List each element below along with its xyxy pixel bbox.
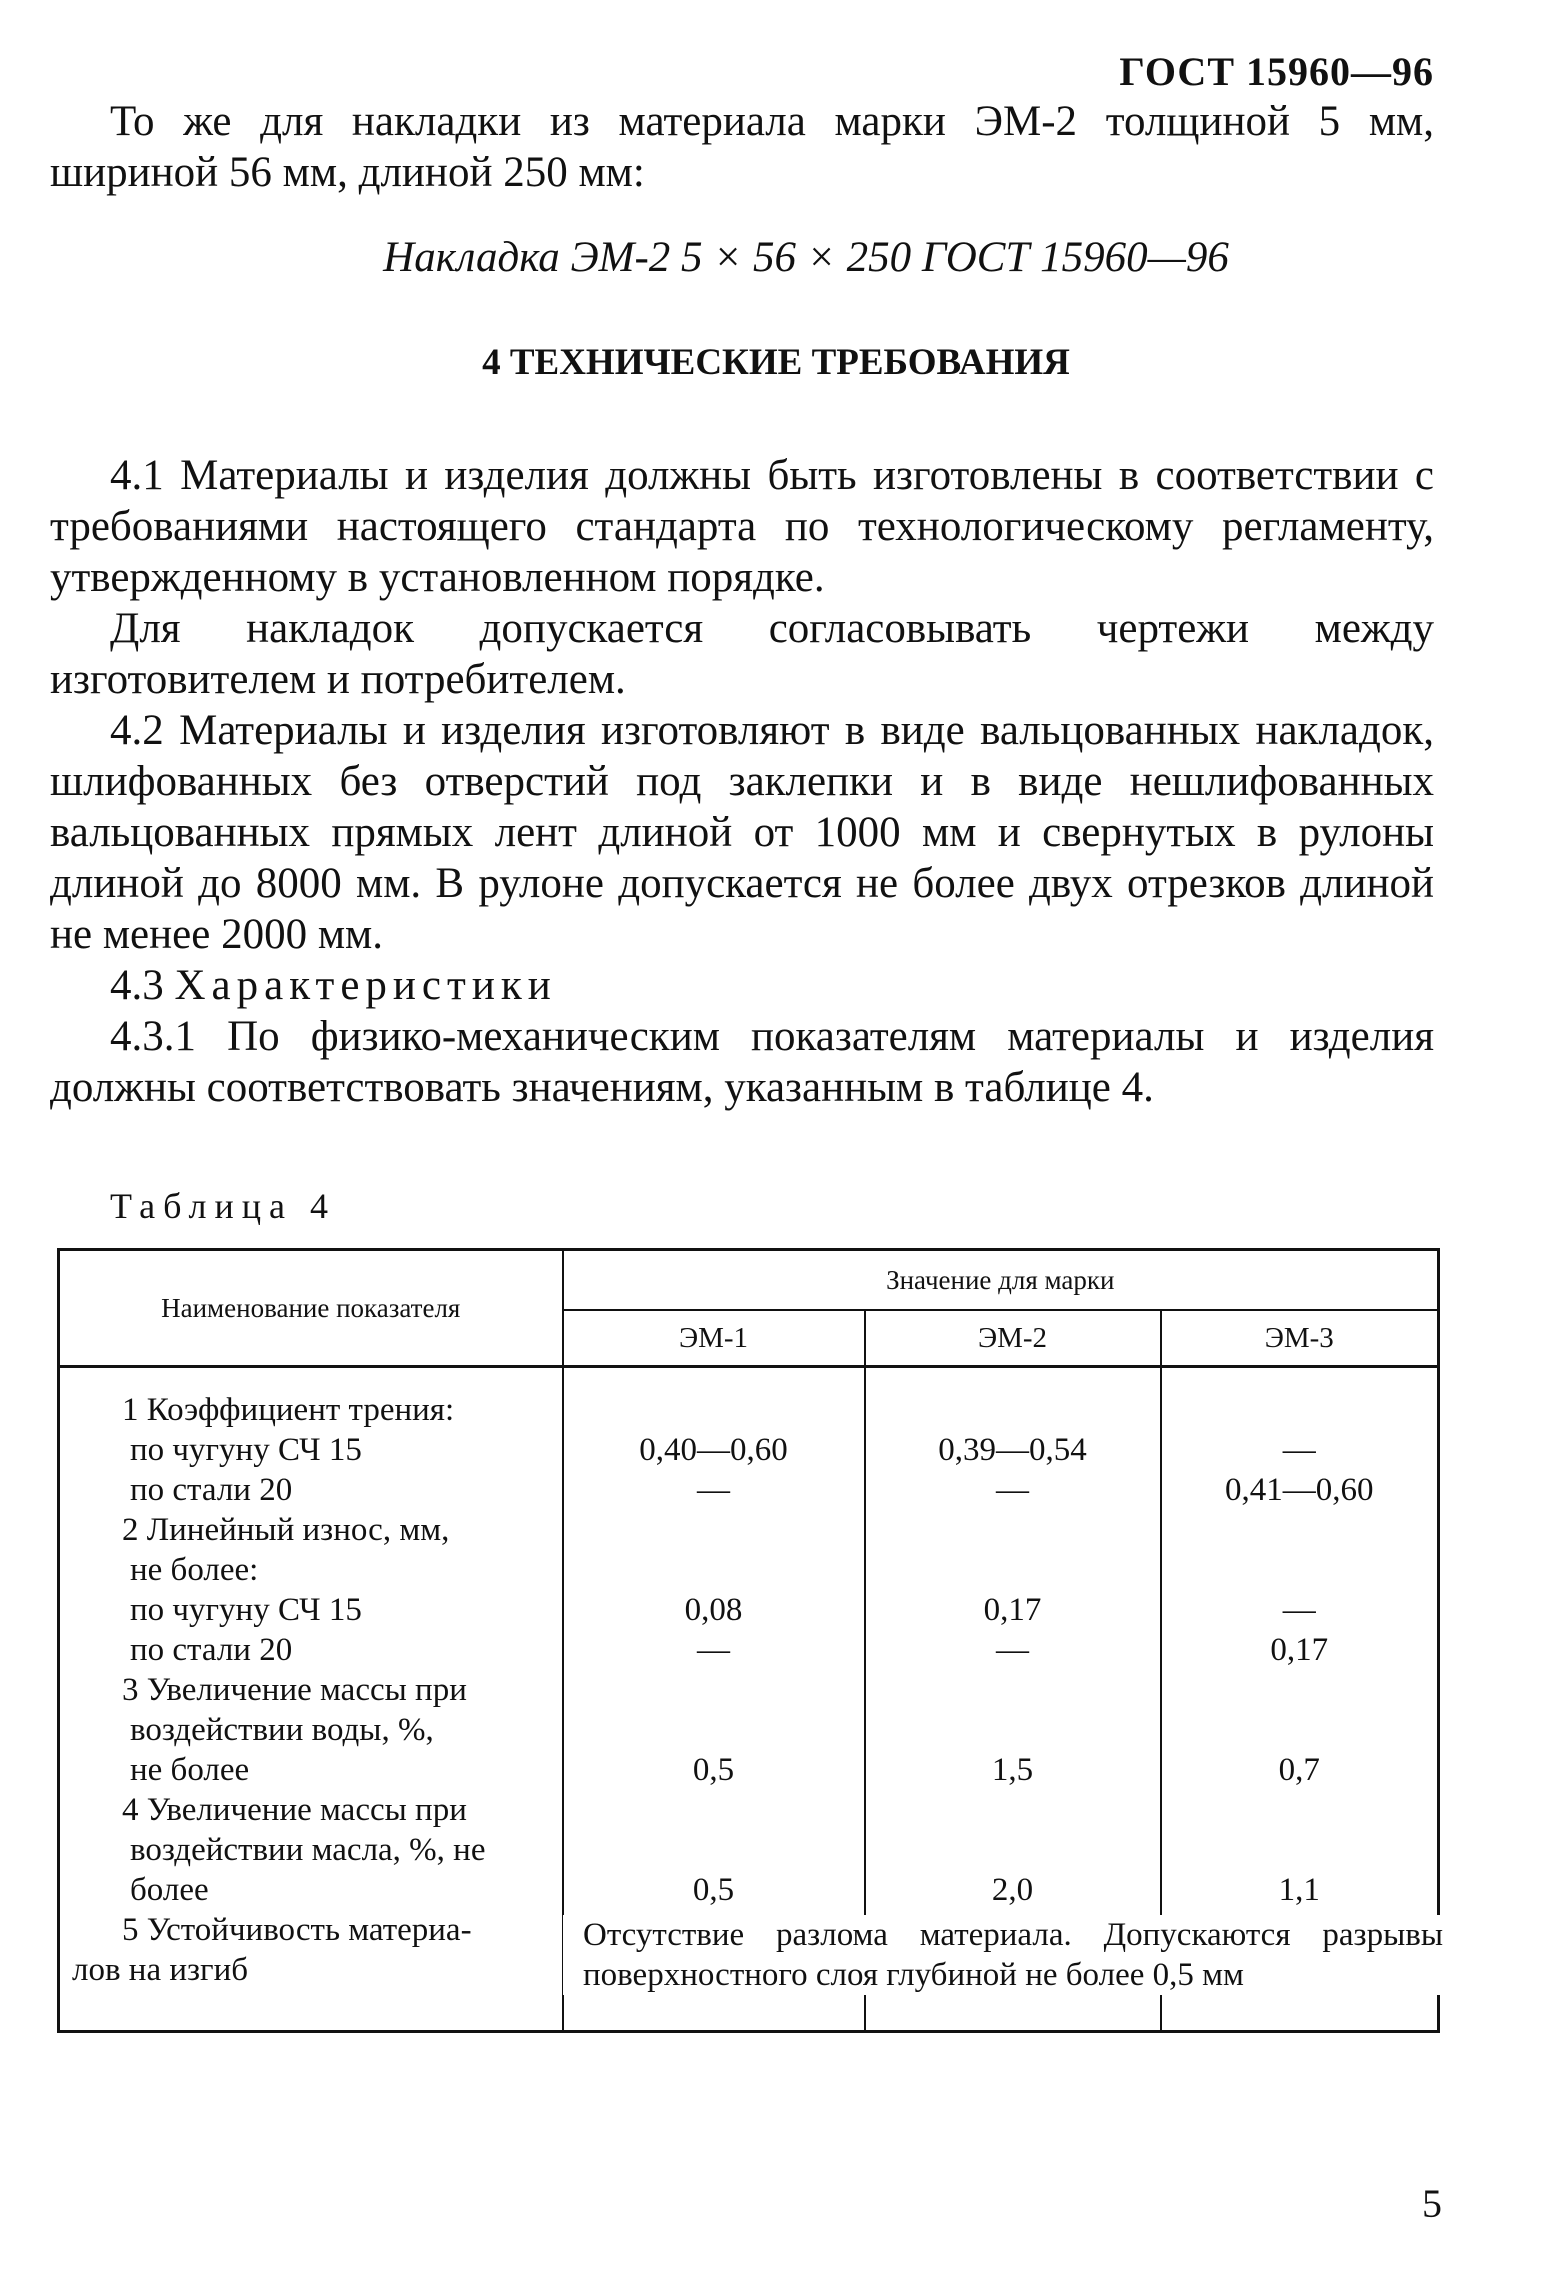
row-3-line-2: воздействии воды, %, (130, 1712, 434, 1748)
row-3-line-3: не более (130, 1752, 250, 1788)
r1-steel-em2: — (996, 1472, 1029, 1508)
r1-steel-em1: — (697, 1472, 730, 1508)
r2-steel-em1: — (697, 1632, 730, 1668)
row-3-line-1: 3 Увеличение массы при (122, 1672, 467, 1708)
page-number: 5 (1422, 2181, 1442, 2226)
document-code: ГОСТ 15960—96 (1119, 49, 1434, 94)
row-5-merged-value: Отсутствие разлома материала. Допускаются разрывы поверхностного слоя глубиной не более 0,5 мм (563, 1915, 1463, 1995)
r1-cast-iron-em2: 0,39—0,54 (938, 1432, 1087, 1468)
r4-em1: 0,5 (692, 1872, 735, 1908)
subsection-4-3 (50, 960, 1494, 1011)
r2-steel-em3: 0,17 (1270, 1632, 1329, 1668)
indicator-names (59, 1367, 563, 2032)
header-value-group: Значение для марки (563, 1250, 1439, 1311)
r3-em3: 0,7 (1278, 1752, 1320, 1788)
row-1-title: 1 Коэффициент трения: (122, 1392, 455, 1428)
r2-cast-iron-em2: 0,17 (983, 1592, 1042, 1628)
paragraph-4-1-drawings: Для накладок допускается согласовывать чертежи между изготовителем и потребителем. (50, 605, 1434, 703)
r4-em3: 1,1 (1278, 1872, 1320, 1908)
section-title: 4 ТЕХНИЧЕСКИЕ ТРЕБОВАНИЯ (482, 342, 1070, 383)
row-2-steel: по стали 20 (130, 1632, 293, 1668)
paragraph-4-2: 4.2 Материалы и изделия изготовляют в виде вальцованных накладок, шлифованных без отверстий под заклепки и в виде нешлифованных вальцованных прямых лент длиной от 1000 мм и свернутых в рулоны длиной до 8000 мм. В рулоне допускается не более двух отрезков длиной не менее 2000 мм. (50, 707, 1434, 958)
designation-example: Накладка ЭМ-2 5 × 56 × 250 ГОСТ 15960—96 (383, 234, 1229, 281)
header-indicator-name: Наименование показателя (59, 1250, 563, 1367)
header-grade-em1: ЭМ-1 (563, 1310, 865, 1367)
r4-em2: 2,0 (991, 1872, 1034, 1908)
r3-em2: 1,5 (991, 1752, 1034, 1788)
subsection-number: 4.3 (110, 962, 164, 1009)
r2-cast-iron-em3: — (1282, 1592, 1316, 1628)
r1-steel-em3: 0,41—0,60 (1225, 1472, 1374, 1508)
header-grade-em2: ЭМ-2 (865, 1310, 1161, 1367)
intro-line-1: То же для накладки из материала марки ЭМ-2 толщиной 5 мм, (110, 98, 1434, 145)
row-1-steel: по стали 20 (130, 1472, 293, 1508)
row-5-line-1: 5 Устойчивость материа- (122, 1912, 472, 1948)
r1-cast-iron-em1: 0,40—0,60 (639, 1432, 788, 1468)
r1-cast-iron-em3: — (1282, 1432, 1316, 1468)
r2-cast-iron-em1: 0,08 (684, 1592, 743, 1628)
row-1-cast-iron: по чугуну СЧ 15 (130, 1432, 362, 1468)
row-2-cont: не более: (130, 1552, 259, 1588)
row-2-title: 2 Линейный износ, мм, (122, 1512, 450, 1548)
row-2-cast-iron: по чугуну СЧ 15 (130, 1592, 362, 1628)
paragraph-4-3-1: 4.3.1 По физико-механическим показателям материалы и изделия должны соответствовать значениям, указанным в таблице 4. (50, 1013, 1434, 1111)
intro-paragraph (50, 96, 1434, 198)
table-caption: Таблица 4 (110, 1186, 336, 1226)
intro-line-2: шириной 56 мм, длиной 250 мм: (50, 149, 645, 196)
subsection-title: Характеристики (174, 962, 557, 1009)
row-4-line-1: 4 Увеличение массы при (122, 1792, 467, 1828)
paragraph-4-1: 4.1 Материалы и изделия должны быть изготовлены в соответствии с требованиями настоящего стандарта по технологическому регламенту, утвержденному в установленном порядке. (50, 452, 1434, 601)
r3-em1: 0,5 (692, 1752, 735, 1788)
row-4-line-3: более (130, 1872, 209, 1908)
row-4-line-2: воздействии масла, %, не (130, 1832, 486, 1868)
r2-steel-em2: — (996, 1632, 1029, 1668)
header-grade-em3: ЭМ-3 (1161, 1310, 1439, 1367)
row-5-line-2: лов на изгиб (72, 1952, 249, 1988)
